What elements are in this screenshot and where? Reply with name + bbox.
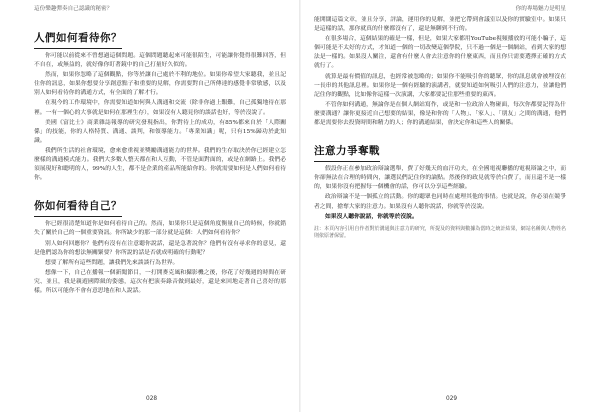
paragraph: 假設你正在參加政治辯論選舉，費了好幾天的血汗功夫，在全國電視聯播的電視辯論之中，而你卻無法在合理的時間內，讓選民們記住你的論點。然後你的政見就等於白費了，而且還不是一樣的，如果你沒有把握每一個機會的話，你可以分享這些經驗。 (314, 166, 566, 191)
section-attention-battle (314, 129, 566, 241)
running-head-left: 這份樂趣彈奏自己認識的秘密？ (34, 6, 113, 12)
paragraph: 美國《富比士》商業雜誌報導的研究發現指出，你對待上的成功，有85%都來自於「人際關係」的技能，你的人格特質、溝通、談判，和領導能力。「專業知識」呢，只有15%歸功於此知識。 (34, 119, 286, 144)
emphasis-text: 如果沒人聽你說話，你就等於沒說。 (325, 213, 418, 220)
paragraph: 你可能以前從來不曾想過這個問題。這個問題聽起來可能很陌生，可能讓你覺得很難回答，但不自在，或無益的，就好像你盯著鏡中的自己打量好久似的。 (34, 53, 286, 69)
paragraph: 就算是最有價值的訊息，也經常被忽略的；如果你不能吸引你的聽眾，你的訊息就會被埋沒在一長串的其他訊息裡。如果你是一個有經驗的演講者，就要知道如何吸引人們的注意力，並讓他們記住你的觀點，比如像你這樣一次演講，大家都要記住那些重要的東西。 (314, 73, 566, 98)
paragraph: 不管你如何溝通，無論你是在個人網站寫作，或是和一位政治人物碰面，每次你都要記得為什麼要溝通？讓你更接近自己想要的結果，像是和你的「人物」、「家人」、「朋友」之間的溝通，他們都是需要你去投資時間和精力的人；你的溝通結果，會決定你和這些人的關係。 (314, 101, 566, 127)
running-head-right: 你的專場魅力是明星 (515, 6, 566, 12)
paragraph: 能開闊這篇文章，並且分享，評論，運用你的見解，並把它帶到會議室以及你的實驗室中。如果只是這樣的話，那你就真的什麼都沒有了，還是無聊到不行的。 (314, 17, 566, 33)
paragraph: 在很多場合，這個結果的確是一樣，但是，如果大家都用YouTube視頻播放的可能小騙子，這個可能是不太好的方式，才知道一個的一切改變這個學院，只不過一個是一個網站，看到大家的想法是一樣的。如果沒人關注，還會有什麼人會去注意你的什麼東西，而且你只需要選擇正確的方式就行了。 (314, 36, 566, 70)
page-number-right: 029 (446, 396, 458, 402)
section-how-you-see-yourself (34, 184, 286, 296)
paragraph: 你已經很清楚知道你是如何看待自己的。然而，如果你只是這個角度衡量自己的時候，你就錯失了關於自己的一個重要資訊。你所缺少的那一部分就是這個：人們如何看待你？ (34, 221, 286, 237)
section-continued (314, 16, 566, 128)
paragraph: 然而，如果你忽略了這個觀點，你等於讓自己處於不利的地位。如果你希望大家聽我，並且記住你的訊息，如果你想要分享創意點子和重要的見解，你需要對自己所傳達的感覺非常敏感，以及別人如何看待你的溝通方式，有全面的了解才行。 (34, 72, 286, 97)
section-heading: 人們如何看待你？ (34, 30, 122, 49)
paragraph: 政治辯論不是一個孤立的活動。你的聽眾也同時在處理其他的事情。也就是說，你必須在競爭者之間，搶奪大家的注意力。如果沒有人聽你說話，你就等於沒說。 (314, 194, 566, 210)
emphasis-line (314, 213, 566, 222)
section-how-others-see-you (34, 16, 286, 183)
section-heading: 注意力爭奪戰 (314, 143, 380, 162)
right-page (300, 0, 600, 412)
page-number-left: 028 (146, 396, 158, 402)
paragraph: 想要了解所有這些問題，讓我們先來談談行為世界。 (45, 259, 179, 266)
section-heading: 你如何看待自己？ (34, 198, 122, 217)
footnote: 註：本頁內容引用自作者對於溝通與注意力的研究，所提及的資料與數據為當時之統計結果，網站名稱與人物姓名則依原著保留。 (314, 225, 566, 240)
paragraph: 別人如何回應你？他們有沒有在注意聽你說話，還是急著說你？他們有沒有尋求你的意見，還是他們認為你的想法無關緊要？你所說的話是否就成明確的行動呢？ (34, 240, 286, 256)
paragraph: 在現今的工作環境中，你需要知道如何與人溝通和交流（除非你過上艱難，自己孤獨地待在那裡。一有一個心的大事就是如何在那裡生存），如果沒有人聽見你的談話也好，等於沒說了。 (34, 100, 286, 116)
paragraph: 想像一下，自己在播報一個新聞節目，一打開麥克風和攝影機之後，你花了好幾週的時間在研究、並且，我是親遊國際級的姿態，這次有把演奏錄音做到最好，還是來回地走著自己喜好的那樣。所以可能你不會有意思地在和人說話。 (34, 269, 286, 294)
paragraph: 我們所生活的社會環境，愈來愈重視並獎勵溝通能力的世界。我們的生存取決於你已經建立怎麼樣的溝通模式能力。我們大多數人整天都在和人互動，不管是面對面的，或是在網路上。我們必須展現好和聰明的人，99%的人生，都不是企業的產品所能給你的。你就需要如何是人們如何看待你。 (34, 147, 286, 182)
